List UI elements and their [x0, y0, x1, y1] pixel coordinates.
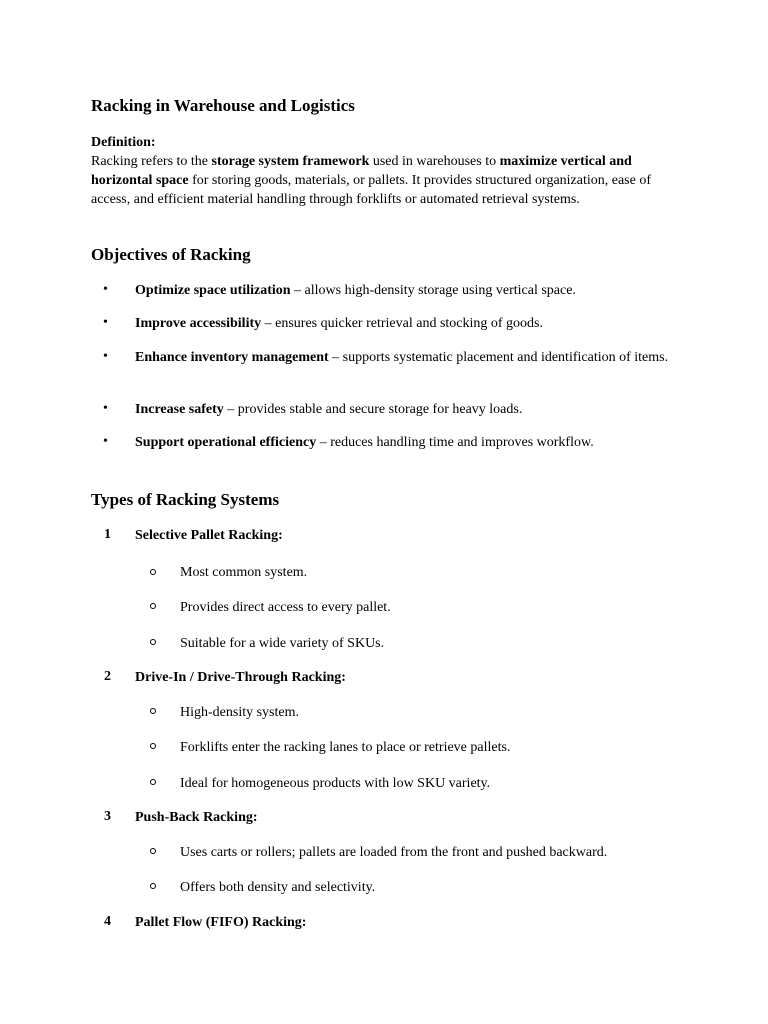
definition-bold-1: storage system framework [211, 154, 370, 169]
type-title: Selective Pallet Racking: [135, 528, 283, 543]
bullet-icon: • [103, 349, 108, 364]
bullet-icon: • [103, 315, 108, 330]
bullet-icon: • [103, 434, 108, 449]
objective-item [135, 315, 543, 333]
type-number: 3 [104, 809, 111, 824]
circle-bullet-icon [150, 708, 156, 714]
document-title: Racking in Warehouse and Logistics [91, 96, 355, 115]
objective-item-title: Improve accessibility [135, 316, 262, 331]
circle-bullet-icon [150, 603, 156, 609]
objectives-heading: Objectives of Racking [91, 245, 251, 264]
definition-paragraph [91, 152, 691, 209]
objective-item [135, 434, 594, 452]
definition-text-1: Racking refers to the [91, 154, 212, 169]
type-sub-item: Provides direct access to every pallet. [180, 600, 391, 615]
objective-item-title: Enhance inventory management [135, 350, 329, 365]
bullet-icon: • [103, 401, 108, 416]
type-sub-item: High-density system. [180, 705, 299, 720]
circle-bullet-icon [150, 569, 156, 575]
bullet-icon: • [103, 282, 108, 297]
type-sub-item: Forklifts enter the racking lanes to place or retrieve pallets. [180, 740, 511, 755]
objective-item-text: – supports systematic placement and identification of items. [328, 350, 669, 365]
objective-item-text: – provides stable and secure storage for heavy loads. [223, 402, 523, 417]
type-sub-item: Ideal for homogeneous products with low SKU variety. [180, 776, 491, 791]
objective-item [135, 401, 522, 419]
type-title: Drive-In / Drive-Through Racking: [135, 670, 346, 685]
definition-text-3: for storing goods, materials, or pallets. It provides structured organization, ease of access, and efficient material handling through forklifts or automated retrieval systems. [91, 173, 652, 207]
objective-item [135, 282, 576, 300]
type-number: 4 [104, 914, 111, 929]
objective-item [135, 349, 695, 367]
circle-bullet-icon [150, 779, 156, 785]
type-sub-item: Offers both density and selectivity. [180, 880, 376, 895]
type-title: Push-Back Racking: [135, 810, 258, 825]
type-sub-item: Suitable for a wide variety of SKUs. [180, 636, 385, 651]
type-number: 2 [104, 669, 111, 684]
definition-text-2: used in warehouses to [369, 154, 500, 169]
circle-bullet-icon [150, 639, 156, 645]
objective-item-text: – ensures quicker retrieval and stocking of goods. [261, 316, 543, 331]
objective-item-title: Support operational efficiency [135, 435, 317, 450]
type-number: 1 [104, 527, 111, 542]
definition-label: Definition: [91, 135, 156, 150]
type-sub-item: Uses carts or rollers; pallets are loaded from the front and pushed backward. [180, 845, 608, 860]
circle-bullet-icon [150, 743, 156, 749]
objective-item-title: Optimize space utilization [135, 283, 291, 298]
objective-item-text: – reduces handling time and improves workflow. [316, 435, 594, 450]
objective-item-title: Increase safety [135, 402, 224, 417]
circle-bullet-icon [150, 883, 156, 889]
types-heading: Types of Racking Systems [91, 490, 280, 509]
type-sub-item: Most common system. [180, 565, 308, 580]
type-title: Pallet Flow (FIFO) Racking: [135, 915, 307, 930]
objective-item-text: – allows high-density storage using vertical space. [290, 283, 576, 298]
definition-bold-2: maximize vertical and horizontal space [91, 154, 632, 188]
circle-bullet-icon [150, 848, 156, 854]
